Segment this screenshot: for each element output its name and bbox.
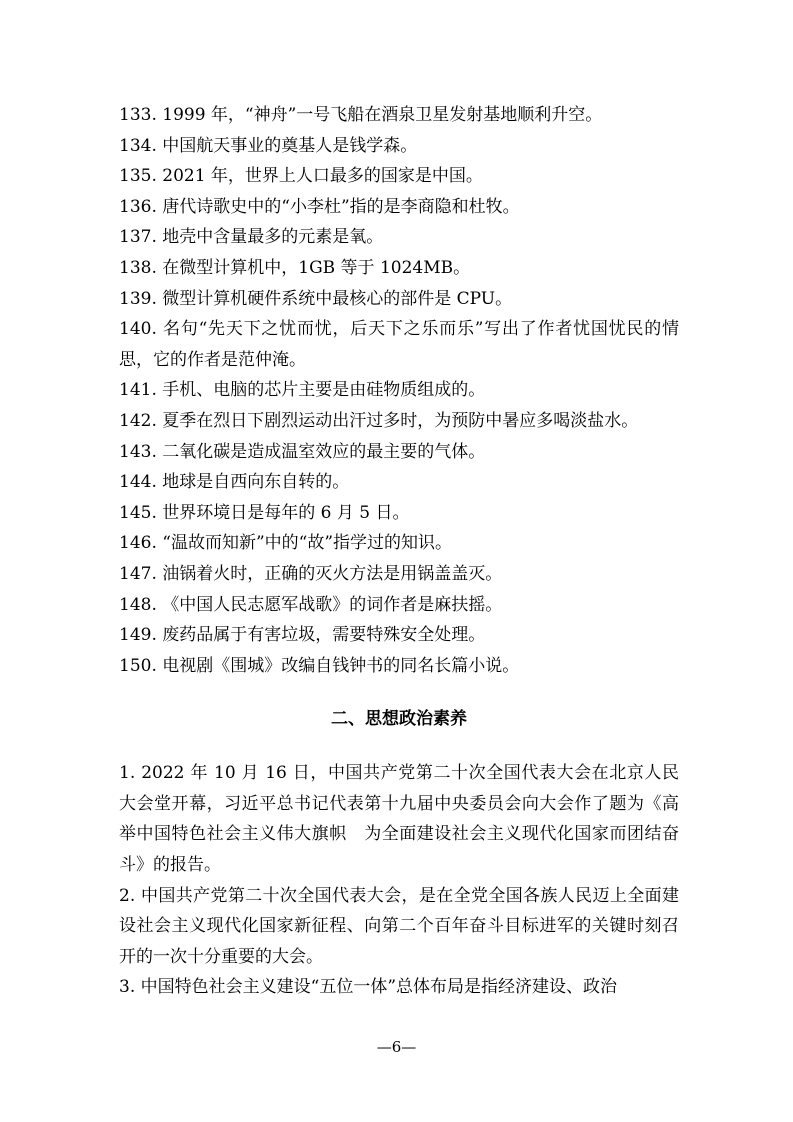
list-item: 144. 地球是自西向东自转的。 [119, 472, 350, 493]
list-item: 149. 废药品属于有害垃圾，需要特殊安全处理。 [119, 625, 486, 646]
list-item: 135. 2021 年，世界上人口最多的国家是中国。 [119, 166, 483, 187]
list-item: 150. 电视剧《围城》改编自钱钟书的同名长篇小说。 [119, 655, 520, 676]
list-item: 148. 《中国人民志愿军战歌》的词作者是麻扶摇。 [119, 594, 503, 615]
list-item: 145. 世界环境日是每年的 6 月 5 日。 [119, 502, 410, 523]
page-number: —6— [376, 1038, 417, 1056]
list-item: 143. 二氧化碳是造成温室效应的最主要的气体。 [119, 441, 486, 462]
paragraph: 3. 中国特色社会主义建设“五位一体”总体布局是指经济建设、政治 [119, 977, 618, 998]
list-item: 146. “温故而知新”中的“故”指学过的知识。 [119, 533, 453, 554]
list-item: 141. 手机、电脑的芯片主要是由硅物质组成的。 [119, 380, 486, 401]
list-item: 140. 名句“先天下之忧而忧，后天下之乐而乐”写出了作者忧国忧民的情思，它的作者是范仲淹。 [119, 319, 679, 370]
list-item: 136. 唐代诗歌史中的“小李杜”指的是李商隐和杜牧。 [119, 196, 520, 217]
list-item: 147. 油锅着火时，正确的灭火方法是用锅盖盖灭。 [119, 563, 503, 584]
paragraph: 1. 2022 年 10 月 16 日，中国共产党第二十次全国代表大会在北京人民大会堂开幕，习近平总书记代表第十九届中央委员会向大会作了题为《高举中国特色社会主义伟大旗帜 为全面建设社会主义现代化国家而团结奋斗》的报告。 [119, 763, 679, 876]
spacer [119, 734, 679, 758]
list-item: 133. 1999 年，“神舟”一号飞船在酒泉卫星发射基地顺利升空。 [119, 105, 603, 125]
paragraph: 2. 中国共产党第二十次全国代表大会，是在全党全国各族人民迈上全面建设社会主义现代化国家新征程、向第二个百年奋斗目标进军的关键时刻召开的一次十分重要的大会。 [119, 885, 679, 967]
list-item: 139. 微型计算机硬件系统中最核心的部件是 CPU。 [119, 288, 513, 309]
list-item: 137. 地壳中含量最多的元素是氧。 [119, 227, 384, 248]
spacer [119, 681, 679, 704]
page-content [119, 100, 679, 1003]
list-item: 134. 中国航天事业的奠基人是钱学森。 [119, 135, 418, 156]
list-item: 138. 在微型计算机中，1GB 等于 1024MB。 [119, 257, 471, 278]
list-item: 142. 夏季在烈日下剧烈运动出汗过多时，为预防中暑应多喝淡盐水。 [119, 410, 639, 431]
section-heading: 二、思想政治素养 [331, 709, 467, 730]
